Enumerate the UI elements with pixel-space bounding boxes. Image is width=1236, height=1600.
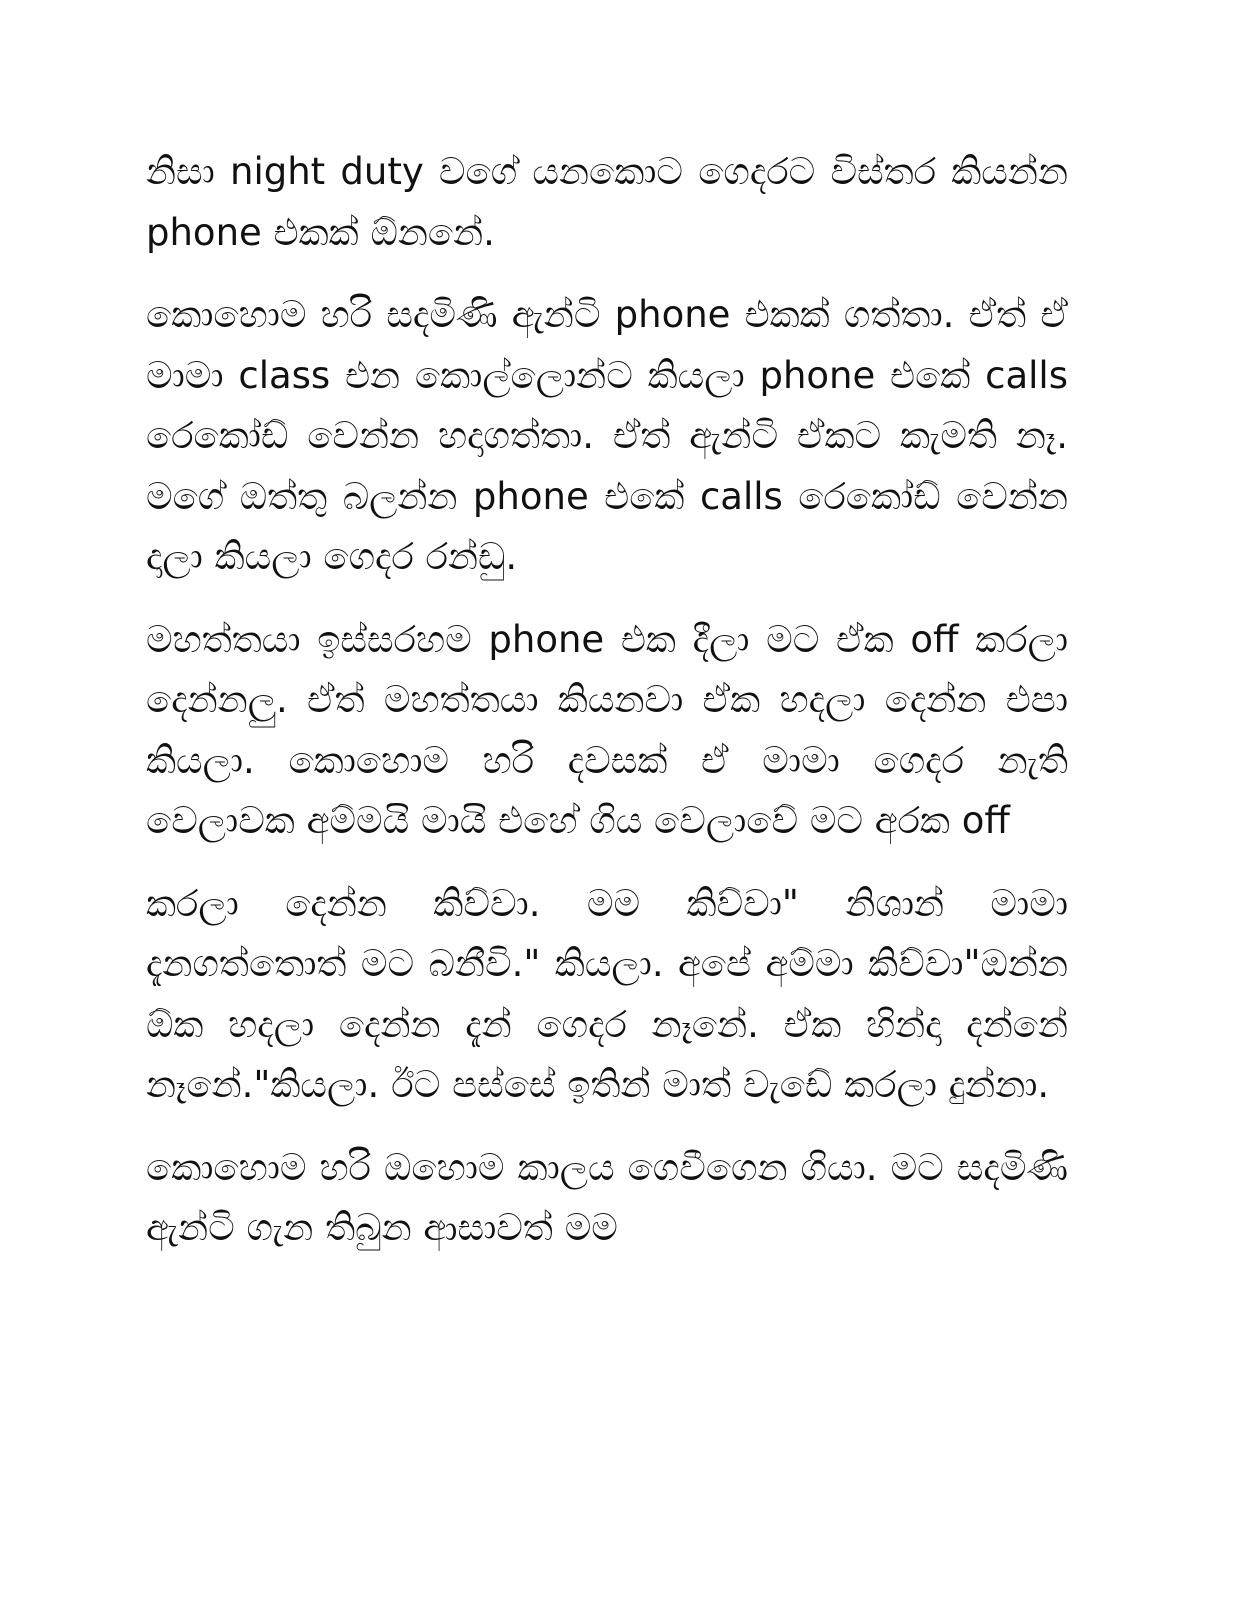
paragraph-1: නිසා night duty වගේ යනකොට ගෙදරට විස්තර කියන්න phone එකක් ඕනනේ.	[146, 150, 1068, 254]
paragraph-5: කොහොම හරි ඔහොම කාලය ගෙවීගෙන ගියා. මට සදමිණි ඇන්ටි ගැන තිබුන ආසාවත් මම	[146, 1145, 1068, 1249]
paragraph-4: කරලා දෙන්න කිව්වා. මම කිව්වා" නිශාන් මාමා දැනගත්තොත් මට බනීවි." කියලා. අපේ අම්මා කිව්වා"ඔන්න ඕක හදලා දෙන්න දැන් ගෙදර නෑනේ. ඒක හින්දා දන්නේ නෑනේ."කියලා. ඊට පස්සේ ඉතින් මාත් වැඩේ කරලා දුන්නා.	[146, 881, 1068, 1106]
paragraph-2: කොහොම හරි සදමිණි ඇන්ටි phone එකක් ගත්තා. ඒත් ඒ මාමා class එන කොල්ලොන්ට කියලා phone එකේ calls රෙකෝඩ් වෙන්න හදාගත්තා. ඒත් ඇන්ටි ඒකට කැමති නෑ. මගේ ඔත්තු බලන්න phone එකේ calls රෙකෝඩ් වෙන්න දාලා කියලා ගෙදර රන්ඩු.	[146, 293, 1068, 578]
paragraph-3: මහත්තයා ඉස්සරහම phone එක දීලා මට ඒක off කරලා දෙන්නලු. ඒත් මහත්තයා කියනවා ඒක හදලා දෙන්න එපා කියලා. කොහොම හරි දවසක් ඒ මාමා ගෙදර නැති වෙලාවක අම්මයි මායි එහේ ගිය වෙලාවේ මට අරක off	[146, 617, 1069, 842]
document-page	[146, 142, 1068, 1281]
